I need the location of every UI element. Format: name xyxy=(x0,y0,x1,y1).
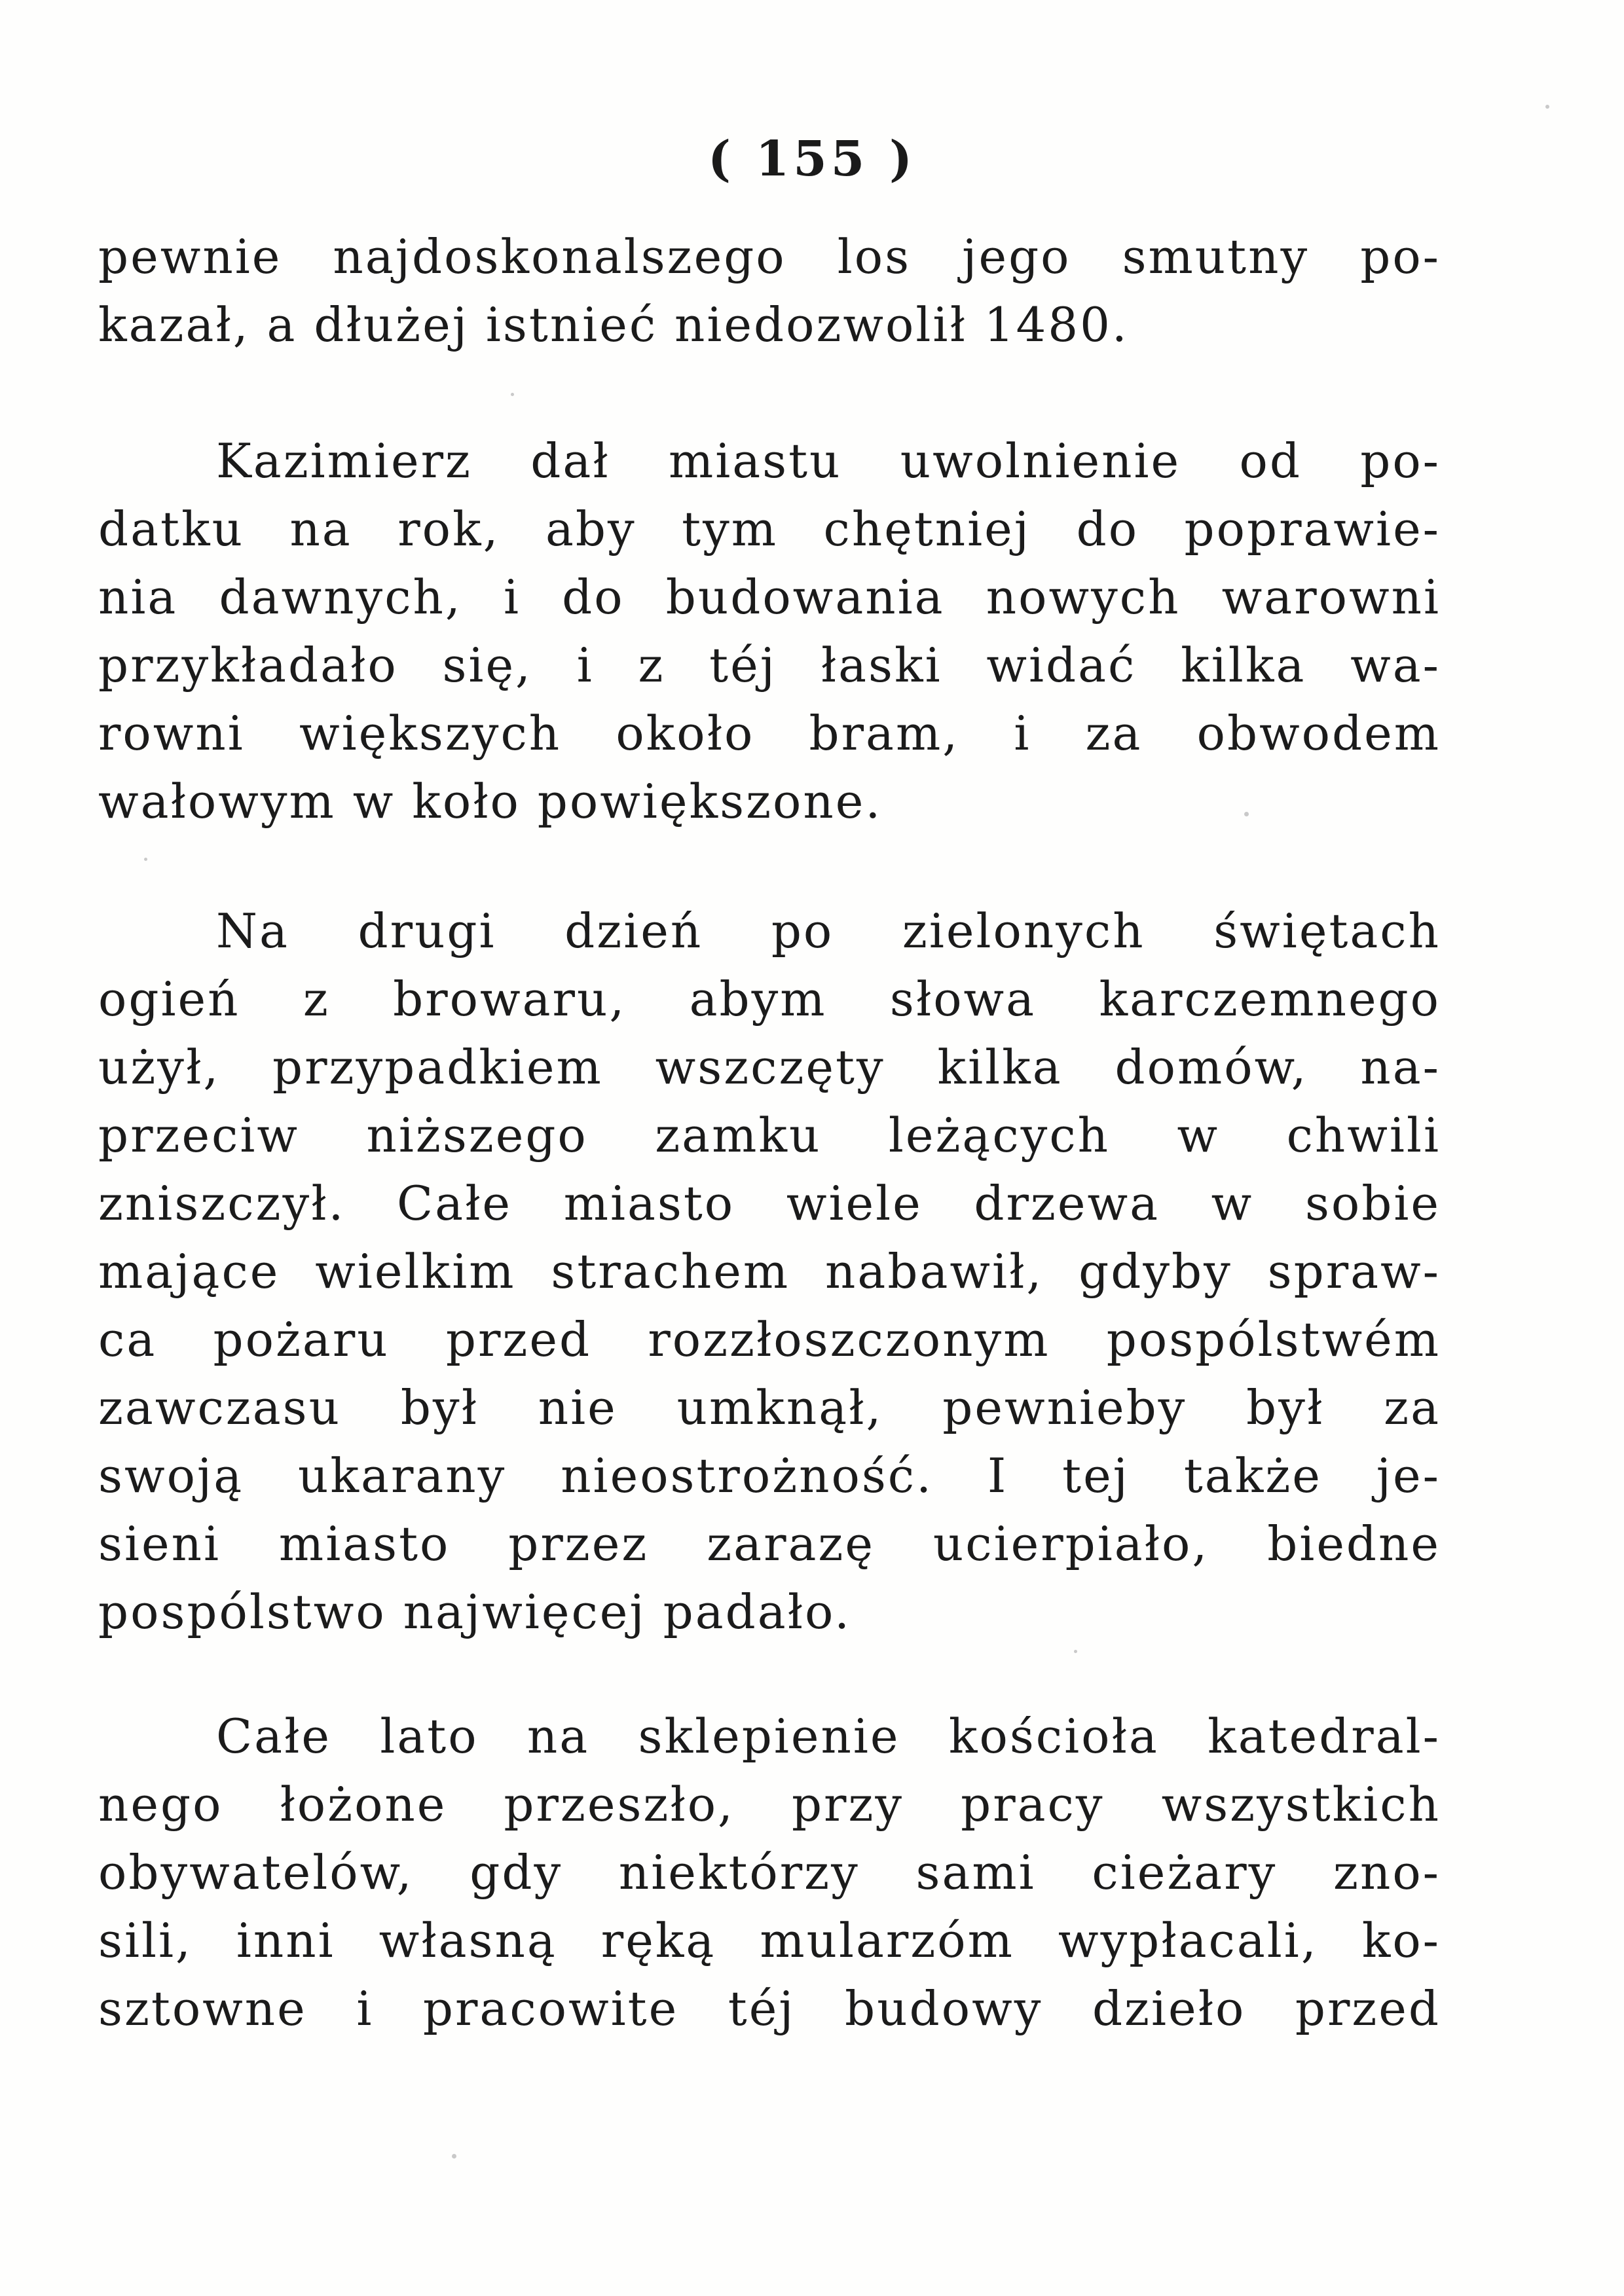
text-line: nia dawnych, i do budowania nowych warowni xyxy=(98,570,1441,625)
text-line: ca pożaru przed rozzłoszczonym pospólstwém xyxy=(98,1312,1441,1367)
text-line: przeciw niższego zamku leżących w chwili xyxy=(98,1108,1441,1163)
text-line: sieni miasto przez zarazę ucierpiało, biedne xyxy=(98,1516,1441,1571)
print-speck xyxy=(511,393,514,396)
text-line: użył, przypadkiem wszczęty kilka domów, na- xyxy=(98,1040,1441,1095)
text-line: swoją ukarany nieostrożność. I tej także je- xyxy=(98,1448,1441,1503)
text-line: Na drugi dzień po zielonych świętach xyxy=(216,903,1441,958)
print-speck xyxy=(144,858,147,861)
text-line: pospólstwo najwięcej padało. xyxy=(98,1584,851,1639)
paragraph-3 xyxy=(98,897,1441,1646)
text-line: mające wielkim strachem nabawił, gdyby spraw- xyxy=(98,1244,1441,1299)
print-speck xyxy=(452,2154,456,2159)
page-number: ( 155 ) xyxy=(707,131,917,187)
paragraph-4 xyxy=(98,1702,1441,2043)
text-line: obywatelów, gdy niektórzy sami cieżary zno- xyxy=(98,1845,1441,1900)
text-line: ogień z browaru, abym słowa karczemnego xyxy=(98,972,1441,1027)
text-line: przykładało się, i z téj łaski widać kilka wa- xyxy=(98,638,1441,693)
text-line: pewnie najdoskonalszego los jego smutny po- xyxy=(98,229,1441,284)
text-line: Całe lato na sklepienie kościoła katedral- xyxy=(216,1709,1441,1764)
paragraph-1 xyxy=(98,223,1441,359)
text-line: Kazimierz dał miastu uwolnienie od po- xyxy=(216,433,1441,488)
print-speck xyxy=(1244,812,1249,816)
text-line: wałowym w koło powiększone. xyxy=(98,774,883,829)
text-line: nego łożone przeszło, przy pracy wszystkich xyxy=(98,1777,1441,1832)
text-line: zawczasu był nie umknął, pewnieby był za xyxy=(98,1380,1441,1435)
paragraph-2 xyxy=(98,427,1441,835)
print-speck xyxy=(1545,105,1549,109)
text-line: rowni większych około bram, i za obwodem xyxy=(98,706,1441,761)
print-speck xyxy=(1074,1650,1077,1653)
text-line: kazał, a dłużej istnieć niedozwolił 1480. xyxy=(98,297,1129,352)
text-line: sili, inni własną ręką mularzóm wypłacali, ko- xyxy=(98,1913,1441,1968)
text-line: sztowne i pracowite téj budowy dzieło przed xyxy=(98,1981,1441,2036)
text-line: datku na rok, aby tym chętniej do poprawie- xyxy=(98,501,1441,556)
text-line: zniszczył. Całe miasto wiele drzewa w sobie xyxy=(98,1176,1441,1231)
